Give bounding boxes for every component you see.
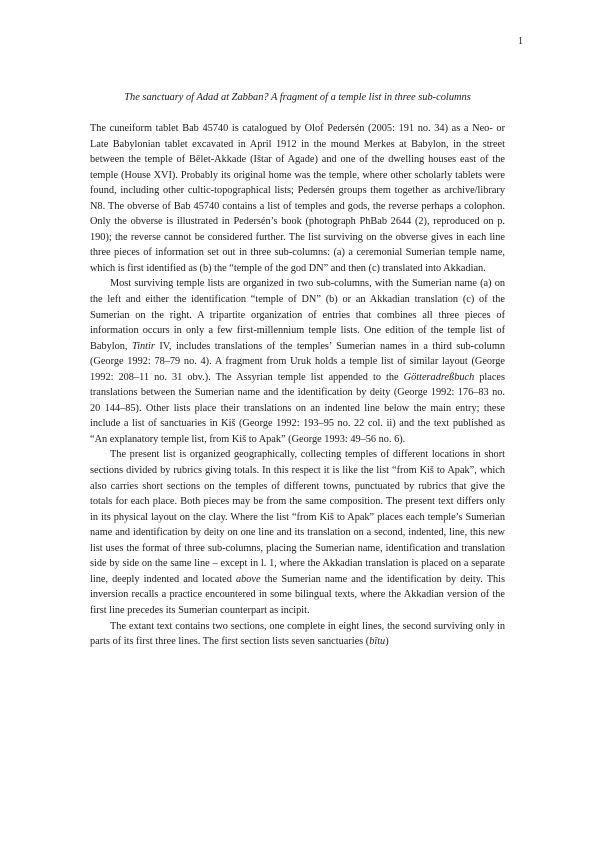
text-run: The cuneiform tablet Bab 45740 is catalogued by Olof Pedersén (2005: 191 no. 34) as a Neo- or Late Babylonian tablet excavated in April 1912 in the mound Merkes at Babylon, in the street between the temple of Bēlet-Akkade (Ištar of Agade) and one of the dwelling houses east of the temple (House XVI). Probably its original home was the temple, where other scholarly tablets were found, including other cultic-topographical lists; Pedersén groups them together as archive/library N8. The obverse of Bab 45740 contains a list of temples and gods, the reverse perhaps a colophon. Only the obverse is illustrated in Pedersén’s book (photograph PhBab 2644 (2), reproduced on p. 190); the reverse cannot be considered further. The list surviving on the obverse gives in each line three pieces of information set out in three sub-columns: (a) a ceremonial Sumerian temple name, which is first identified as (b) the “temple of the god DN” and then (c) translated into Akkadian. xyxy=(90,123,505,274)
body-paragraph xyxy=(90,276,505,447)
article-body xyxy=(90,121,505,650)
page-number: 1 xyxy=(518,36,523,47)
italic-text: bītu xyxy=(369,636,386,648)
italic-text: Tintir xyxy=(131,340,155,352)
text-run: the Sumerian name and the identification by deity. This inversion recalls a practice encountered in some bilingual texts, where the Akkadian version of the first line precedes its Sumerian counterpart as incipit. xyxy=(90,573,506,616)
italic-text: above xyxy=(235,573,261,585)
text-run: The extant text contains two sections, one complete in eight lines, the second surviving only in parts of its first three lines. The first section lists seven sanctuaries ( xyxy=(90,620,505,648)
article-title: The sanctuary of Adad at Zabban? A fragment of a temple list in three sub-columns xyxy=(124,92,471,103)
italic-text: Götteradreßbuch xyxy=(403,371,475,383)
body-paragraph xyxy=(90,619,505,650)
body-paragraph xyxy=(90,447,505,618)
text-run: IV, includes translations of the temples’ Sumerian names in a third sub-column (George 1992: 78–79 no. 4). A fragment from Uruk holds a temple list of similar layout (George 1992: 208–11 no. 31 obv.). The Assyrian temple list appended to the xyxy=(90,340,505,383)
text-run: ) xyxy=(385,636,389,648)
text-run: The present list is organized geographically, collecting temples of different locations in short sections divided by rubrics giving totals. In this respect it is like the list “from Kiš to Apak”, which also carries short sections on the temples of different towns, punctuated by rubrics that give the totals for each place. Both pieces may be from the same composition. The present text differs only in its physical layout on the clay. Where the list “from Kiš to Apak” places each temple’s Sumerian name and identification by deity on one line and its translation on a second, indented, line, this new list uses the format of three sub-columns, placing the Sumerian name, identification and translation side by side on the same line – except in l. 1, where the Akkadian translation is placed on a separate line, deeply indented and located xyxy=(90,449,505,585)
text-run: places translations between the Sumerian name and the identification by deity (George 1992: 176–83 no. 20 144–85). Other lists place their translations on an indented line below the main entry; these include a list of sanctuaries in Kiš (George 1992: 193–95 no. 22 col. ii) and the text published as “An explanatory temple list, from Kiš to Apak” (George 1993: 49–56 no. 6). xyxy=(90,371,506,445)
body-paragraph xyxy=(90,121,505,276)
text-run: Most surviving temple lists are organized in two sub-columns, with the Sumerian name (a) on the left and either the identification “temple of DN” (b) or an Akkadian translation (c) of the Sumerian on the right. A tripartite organization of entries that combines all three pieces of information occurs in only a few first-millennium temple lists. One edition of the temple list of Babylon, xyxy=(90,278,505,352)
